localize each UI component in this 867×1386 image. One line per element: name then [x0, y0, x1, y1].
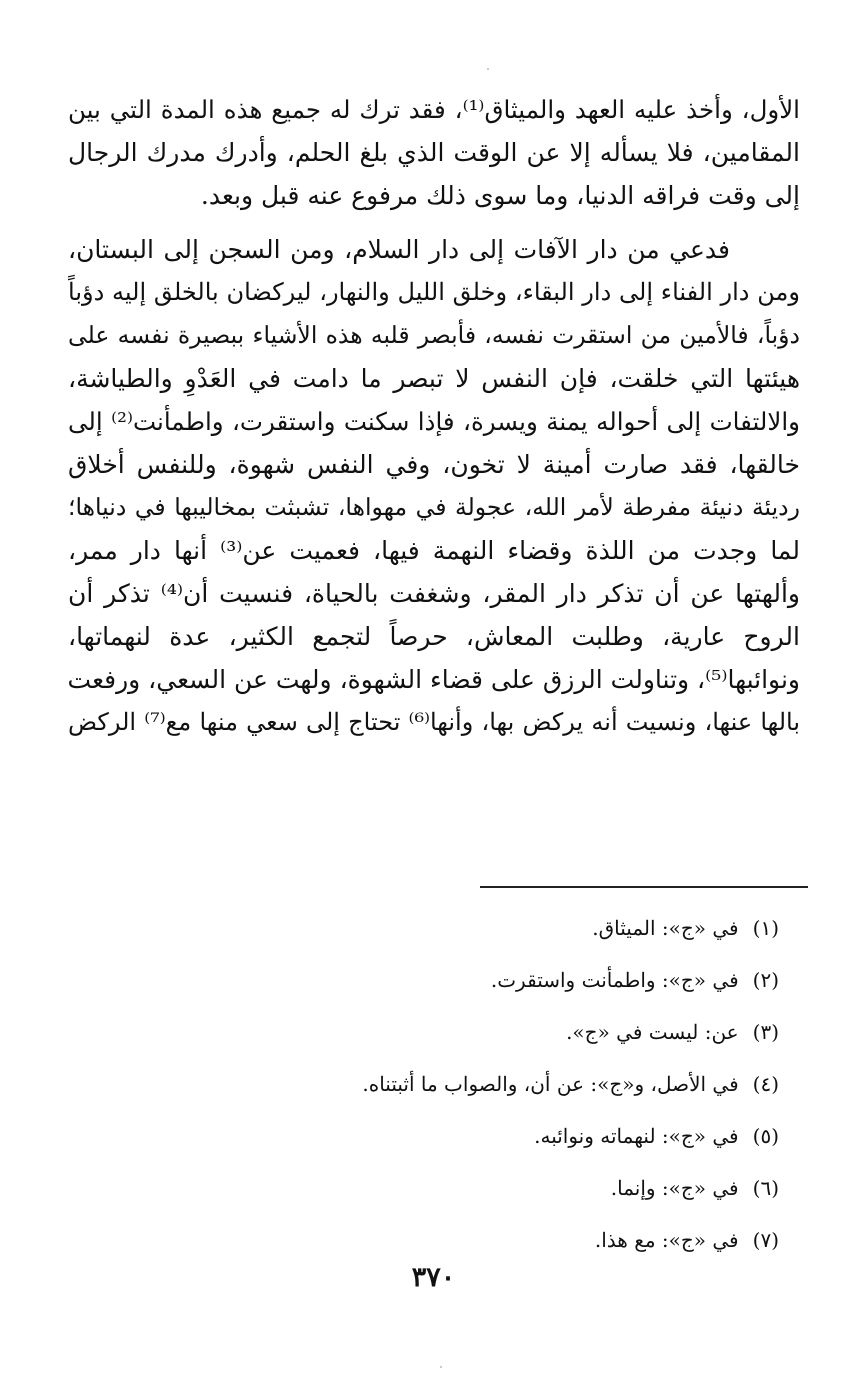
text-line: ومن دار الفناء إلى دار البقاء، وخلق الليل والنهار، ليركضان بالخلق إليه دؤباً: [68, 278, 800, 306]
text-line: إلى وقت فراقه الدنيا، وما سوى ذلك مرفوع عنه قبل وبعد.: [200, 181, 800, 210]
footnote-text: عن: ليست في «ج».: [566, 1020, 739, 1044]
text-line: المقامين، فلا يسأله إلا عن الوقت الذي بلغ الحلم، وأدرك مدرك الرجال: [68, 138, 800, 167]
footnote-separator: [480, 886, 808, 888]
footnote: [179, 1110, 779, 1162]
footnote: [179, 954, 779, 1006]
text-line: دؤباً، فالأمين من استقرت نفسه، فأبصر قلبه هذه الأشياء ببصيرة نفسه على: [68, 321, 800, 349]
text-line: فدعي من دار الآفات إلى دار السلام، ومن السجن إلى البستان،: [68, 235, 730, 264]
footnote-number: (٧): [752, 1228, 779, 1252]
footnote-text: في «ج»: واطمأنت واستقرت.: [490, 968, 739, 992]
main-text: [68, 88, 800, 744]
footnote: [179, 1162, 779, 1214]
footnote-text: في «ج»: لنهماته ونوائبه.: [534, 1124, 739, 1148]
footnotes: [179, 902, 779, 1266]
text-line: هيئتها التي خلقت، فإن النفس لا تبصر ما دامت في العَدْوِ والطياشة،: [68, 364, 801, 393]
footnote-text: في «ج»: مع هذا.: [594, 1228, 739, 1252]
text-line: الأول، وأخذ عليه العهد والميثاق⁽¹⁾، فقد ترك له جميع هذه المدة التي بين: [68, 95, 800, 124]
text-line: والالتفات إلى أحواله يمنة ويسرة، فإذا سكنت واستقرت، واطمأنت⁽²⁾ إلى: [68, 407, 800, 436]
footnote-number: (٣): [752, 1020, 779, 1044]
footnote-number: (٢): [752, 968, 779, 992]
text-line: خالقها، فقد صارت أمينة لا تخون، وفي النفس شهوة، وللنفس أخلاق: [68, 450, 800, 479]
page-number: ٣٧٠: [411, 1262, 456, 1293]
text-line: لما وجدت من اللذة وقضاء النهمة فيها، فعميت عن⁽³⁾ أنها دار ممر،: [68, 536, 801, 565]
footnote: [179, 1058, 779, 1110]
footnote-number: (٦): [752, 1176, 779, 1200]
text-line: بالها عنها، ونسيت أنه يركض بها، وأنها⁽⁶⁾ تحتاج إلى سعي منها مع⁽⁷⁾ الركض: [68, 708, 801, 736]
footnote-text: في الأصل، و«ج»: عن أن، والصواب ما أثبتناه.: [362, 1072, 739, 1096]
footnote-number: (٤): [752, 1072, 779, 1096]
footnote-number: (١): [752, 916, 779, 940]
scan-speck: [487, 68, 489, 70]
footnote: [179, 1006, 779, 1058]
footnote: [179, 902, 779, 954]
scan-speck: [440, 1366, 442, 1368]
footnote-number: (٥): [752, 1124, 779, 1148]
text-line: وألهتها عن أن تذكر دار المقر، وشغفت بالحياة، فنسيت أن⁽⁴⁾ تذكر أن: [68, 579, 800, 608]
text-line: رديئة دنيئة مفرطة لأمر الله، عجولة في مهواها، تشبثت بمخاليبها في دنياها؛: [68, 493, 800, 521]
text-line: ونوائبها⁽⁵⁾، وتناولت الرزق على قضاء الشهوة، ولهت عن السعي، ورفعت: [67, 665, 800, 694]
footnote-text: في «ج»: الميثاق.: [592, 916, 739, 940]
footnote-text: في «ج»: وإنما.: [610, 1176, 739, 1200]
text-line: الروح عارية، وطلبت المعاش، حرصاً لتجمع الكثير، عدة لنهماتها،: [68, 622, 800, 651]
footnote: [179, 1214, 779, 1266]
